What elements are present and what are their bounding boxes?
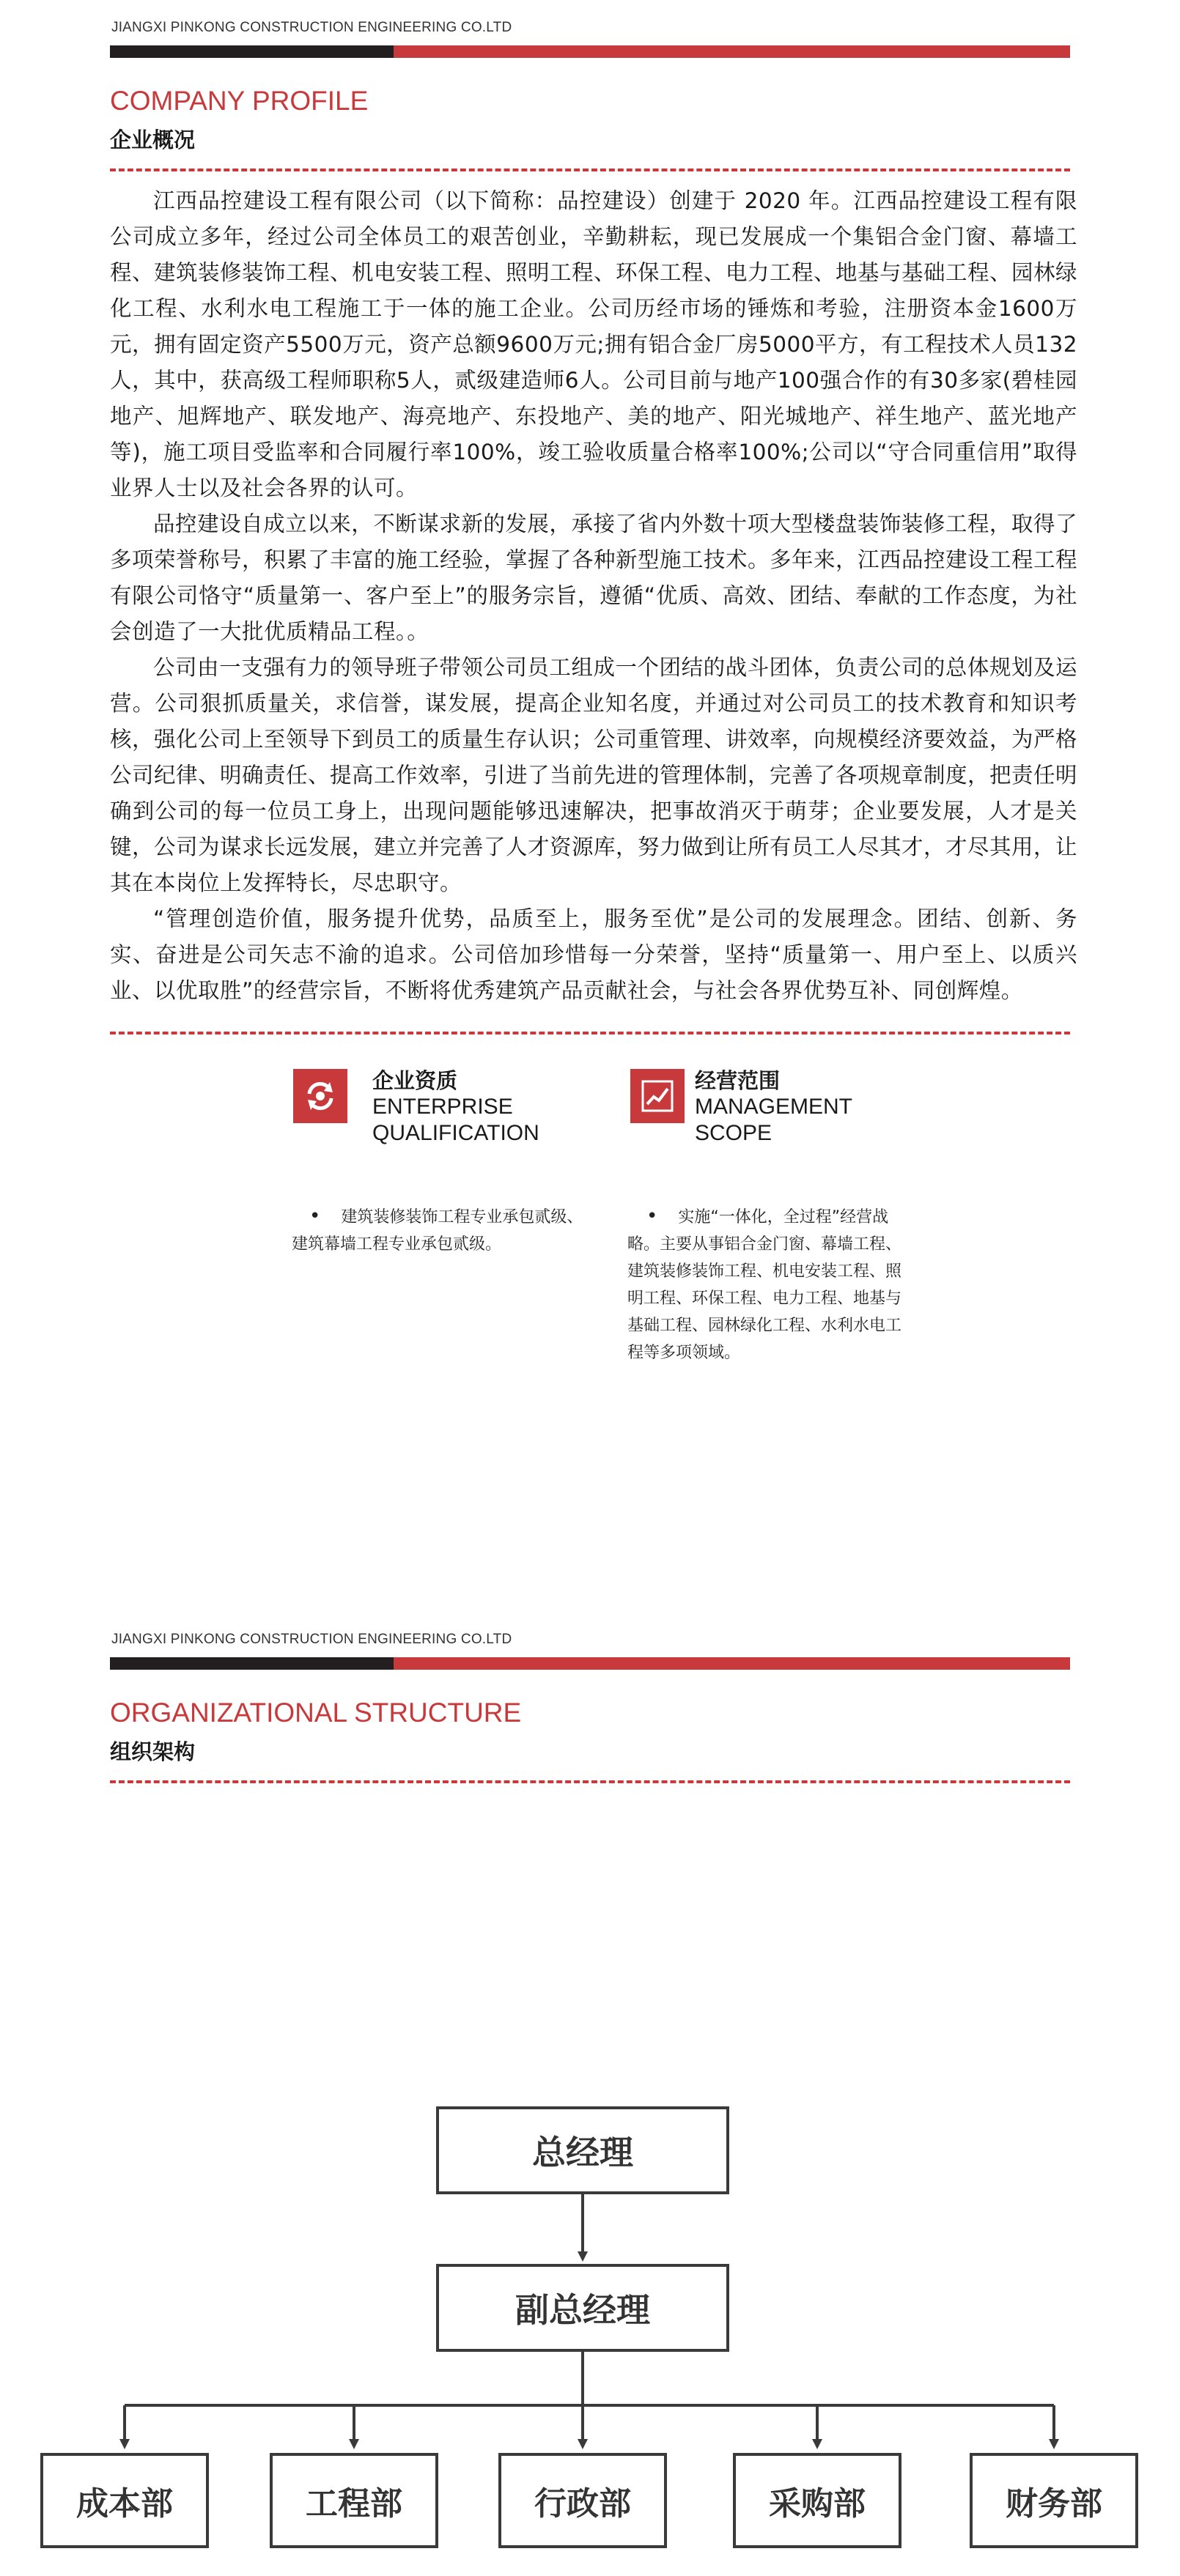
bullet: • (309, 1205, 321, 1227)
scope-title-en: MANAGEMENT (695, 1095, 853, 1119)
scope-desc-line: 明工程、环保工程、电力工程、地基与 (627, 1289, 902, 1308)
org-node-deputy-gm: 副总经理 (436, 2264, 729, 2352)
profile-paragraph: 江西品控建设工程有限公司（以下简称：品控建设）创建于 2020 年。江西品控建设工程有限公司成立多年，经过公司全体员工的艰苦创业，辛勤耕耘，现已发展成一个集铝合金门窗、幕墙工程、建筑装修装饰工程、机电安装工程、照明工程、环保工程、电力工程、地基与基础工程、园林绿化工程、水利水电工程施工于一体的施工企业。公司历经市场的锤炼和考验，注册资本金1600万元，拥有固定资产5500万元，资产总额9600万元;拥有铝合金厂房5000平方，有工程技术人员132人，其中，获高级工程师职称5人，贰级建造师6人。公司目前与地产100强合作的有30多家(碧桂园地产、旭辉地产、联发地产、海亮地产、东投地产、美的地产、阳光城地产、祥生地产、蓝光地产等)，施工项目受监率和合同履行率100%，竣工验收质量合格率100%;公司以“守合同重信用”取得业界人士以及社会各界的认可。 (110, 188, 1078, 500)
qualification-title-en: QUALIFICATION (372, 1121, 539, 1145)
qualification-desc-line: 建筑幕墙工程专业承包贰级。 (292, 1235, 502, 1254)
profile-paragraph: 公司由一支强有力的领导班子带领公司员工组成一个团结的战斗团体，负责公司的总体规划及运营。公司狠抓质量关，求信誉，谋发展，提高企业知名度，并通过对公司员工的技术教育和知识考核，强化公司上至领导下到员工的质量生存认识；公司重管理、讲效率，向规模经济要效益，为严格公司纪律、明确责任、提高工作效率，引进了当前先进的管理体制，完善了各项规章制度，把责任明确到公司的每一位员工身上，出现问题能够迅速解决，把事故消灭于萌芽；企业要发展，人才是关键，公司为谋求长远发展，建立并完善了人才资源库，努力做到让所有员工人尽其才，才尽其用，让其在本岗位上发挥特长，尽忠职守。 (110, 655, 1078, 895)
profile-title-en: COMPANY PROFILE (110, 86, 369, 116)
org-node-dept: 财务部 (970, 2453, 1138, 2548)
company-header: JIANGXI PINKONG CONSTRUCTION ENGINEERING CO.LTD (111, 1632, 512, 1647)
qualification-title-en: ENTERPRISE (372, 1095, 513, 1119)
bullet: • (646, 1205, 658, 1227)
profile-paragraph: “管理创造价值，服务提升优势，品质至上，服务至优”是公司的发展理念。团结、创新、务实、奋进是公司矢志不渝的追求。公司倍加珍惜每一分荣誉，坚持“质量第一、用户至上、以质兴业、以优取胜”的经营宗旨，不断将优秀建筑产品贡献社会，与社会各界优势互补、同创辉煌。 (110, 906, 1077, 1003)
qualification-title-cn: 企业资质 (372, 1068, 458, 1093)
org-node-dept: 采购部 (733, 2453, 901, 2548)
org-title-en: ORGANIZATIONAL STRUCTURE (110, 1698, 522, 1728)
scope-title-cn: 经营范围 (695, 1068, 781, 1093)
scope-desc-line: 基础工程、园林绿化工程、水利水电工 (627, 1317, 902, 1335)
org-node-dept: 行政部 (498, 2453, 667, 2548)
org-title-cn: 组织架构 (110, 1739, 196, 1764)
profile-title-cn: 企业概况 (110, 127, 196, 152)
scope-desc-line: 实施“一体化，全过程”经营战 (678, 1208, 889, 1226)
org-node-gm: 总经理 (436, 2106, 729, 2194)
qualification-desc-line: 建筑装修装饰工程专业承包贰级、 (341, 1208, 583, 1226)
scope-desc-line: 略。主要从事铝合金门窗、幕墙工程、 (627, 1235, 902, 1254)
scope-desc-line: 程等多项领域。 (627, 1344, 741, 1362)
org-node-dept: 成本部 (40, 2453, 209, 2548)
company-header: JIANGXI PINKONG CONSTRUCTION ENGINEERING CO.LTD (111, 20, 512, 35)
scope-desc-line: 建筑装修装饰工程、机电安装工程、照 (627, 1262, 902, 1281)
scope-title-en: SCOPE (695, 1121, 772, 1145)
org-node-dept: 工程部 (270, 2453, 438, 2548)
profile-paragraph: 品控建设自成立以来，不断谋求新的发展，承接了省内外数十项大型楼盘装饰装修工程，取得了多项荣誉称号，积累了丰富的施工经验，掌握了各种新型施工技术。多年来，江西品控建设工程工程有限公司恪守“质量第一、客户至上”的服务宗旨，遵循“优质、高效、团结、奉献的工作态度，为社会创造了一大批优质精品工程。。 (110, 511, 1078, 644)
